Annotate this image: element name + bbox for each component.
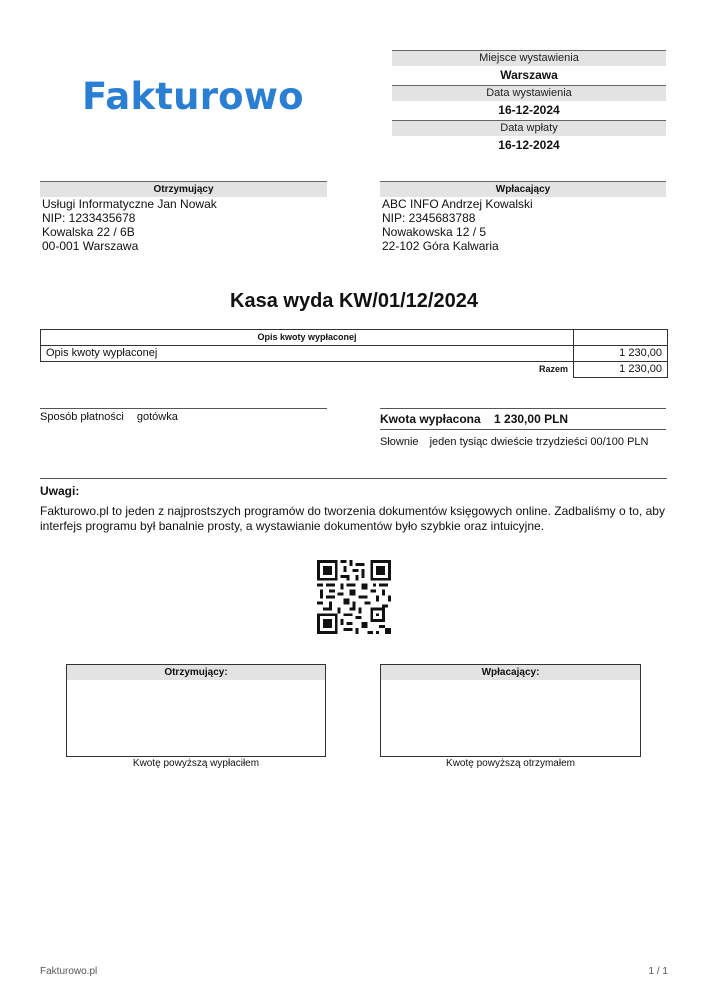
- payer-line: ABC INFO Andrzej Kowalski: [382, 197, 533, 211]
- items-table: [40, 329, 668, 378]
- items-total-row: [41, 362, 668, 378]
- recipient-line: NIP: 1233435678: [42, 211, 136, 225]
- notes-section: [40, 478, 667, 534]
- notes-title: Uwagi:: [40, 484, 80, 498]
- issue-place-value: Warszawa: [500, 68, 558, 82]
- recipient-line: 00-001 Warszawa: [42, 239, 139, 253]
- payment-date-label: Data wpłaty: [392, 120, 666, 136]
- document-meta: [392, 50, 666, 155]
- items-header-amount: [574, 330, 668, 346]
- document-title: Kasa wyda KW/01/12/2024: [230, 290, 478, 312]
- amount-block: [380, 408, 666, 448]
- recipient-block: [40, 181, 327, 253]
- recipient-signature-caption: Kwotę powyższą wypłaciłem: [132, 758, 260, 769]
- recipient-line: Kowalska 22 / 6B: [42, 225, 135, 239]
- payer-signature: [380, 664, 641, 769]
- footer-page-number: 1 / 1: [648, 966, 668, 977]
- items-header-desc: Opis kwoty wypłaconej: [41, 330, 574, 346]
- table-row: [41, 346, 668, 362]
- issue-place-label: Miejsce wystawienia: [392, 50, 666, 66]
- issue-date-label: Data wystawienia: [392, 85, 666, 101]
- item-amount: 1 230,00: [574, 346, 668, 362]
- total-value: 1 230,00: [574, 362, 668, 378]
- recipient-heading: Otrzymujący: [40, 181, 327, 197]
- footer-site: Fakturowo.pl: [40, 966, 98, 977]
- payment-method: [40, 408, 327, 423]
- payment-method-label: Sposób płatności: [40, 411, 124, 423]
- payer-signature-box: [380, 664, 641, 757]
- payment-date-value: 16-12-2024: [498, 138, 560, 152]
- recipient-signature: [66, 664, 326, 769]
- issue-date-value: 16-12-2024: [498, 103, 560, 117]
- amount-value: 1 230,00 PLN: [494, 412, 569, 426]
- recipient-line: Usługi Informatyczne Jan Nowak: [42, 197, 217, 211]
- payer-signature-heading: Wpłacający:: [381, 665, 640, 680]
- recipient-signature-heading: Otrzymujący:: [67, 665, 325, 680]
- payer-block: [380, 181, 666, 253]
- payer-line: NIP: 2345683788: [382, 211, 476, 225]
- items-header-row: [41, 330, 668, 346]
- item-desc: Opis kwoty wypłaconej: [41, 346, 574, 362]
- payer-line: Nowakowska 12 / 5: [382, 225, 487, 239]
- amount-row: [380, 408, 666, 430]
- total-label: Razem: [538, 364, 568, 375]
- qr-code: [317, 560, 391, 634]
- words-value: jeden tysiąc dwieście trzydzieści 00/100 PLN: [429, 436, 649, 448]
- words-label: Słownie: [380, 436, 419, 448]
- payment-method-value: gotówka: [136, 411, 178, 423]
- payer-signature-caption: Kwotę powyższą otrzymałem: [446, 758, 575, 769]
- amount-in-words: [380, 436, 666, 448]
- recipient-signature-box: [66, 664, 326, 757]
- fakturowo-logo: Fakturowo: [82, 75, 304, 118]
- notes-text: Fakturowo.pl to jeden z najprostszych programów do tworzenia dokumentów księgowych online. Zadbaliśmy o to, aby interfejs programu był banalnie prosty, a wystawianie dokumentów było szybkie oraz intuicyjne.: [40, 504, 665, 533]
- amount-label: Kwota wypłacona: [380, 412, 481, 426]
- payer-line: 22-102 Góra Kalwaria: [382, 239, 499, 253]
- payer-heading: Wpłacający: [380, 181, 666, 197]
